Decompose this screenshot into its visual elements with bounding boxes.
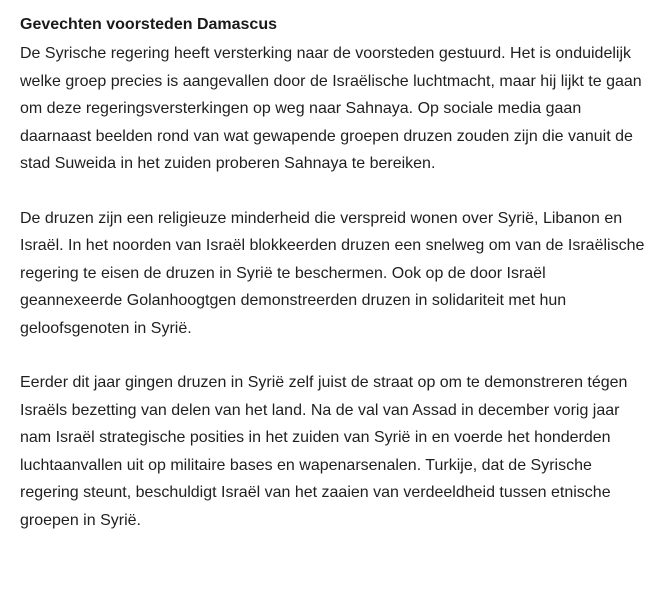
article-paragraph-1: De Syrische regering heeft versterking naar de voorsteden gestuurd. Het is onduidelijk welke groep precies is aangevallen door de Israëlische luchtmacht, maar hij lijkt te gaan om deze regeringsversterkingen op weg naar Sahnaya. Op sociale media gaan daarnaast beelden rond van wat gewapende groepen druzen zouden zijn die vanuit de stad Suweida in het zuiden proberen Sahnaya te bereiken. xyxy=(20,45,642,172)
article-section xyxy=(20,14,650,561)
article-paragraph-3: Eerder dit jaar gingen druzen in Syrië zelf juist de straat op om te demonstreren tégen Israëls bezetting van delen van het land. Na de val van Assad in december vorig jaar nam Israël strategische posities in het zuiden van Syrië in en voerde het honderden luchtaanvallen uit op militaire bases en wapenarsenalen. Turkije, dat de Syrische regering steunt, beschuldigt Israël van het zaaien van verdeeldheid tussen etnische groepen in Syrië. xyxy=(20,374,628,529)
article-paragraph-2: De druzen zijn een religieuze minderheid die verspreid wonen over Syrië, Libanon en Israël. In het noorden van Israël blokkeerden druzen een snelweg om van de Israëlische regering te eisen de druzen in Syrië te beschermen. Ook op de door Israël geannexeerde Golanhoogtgen demonstreerden druzen in solidariteit met hun geloofsgenoten in Syrië. xyxy=(20,209,645,337)
section-heading: Gevechten voorsteden Damascus xyxy=(20,16,277,33)
